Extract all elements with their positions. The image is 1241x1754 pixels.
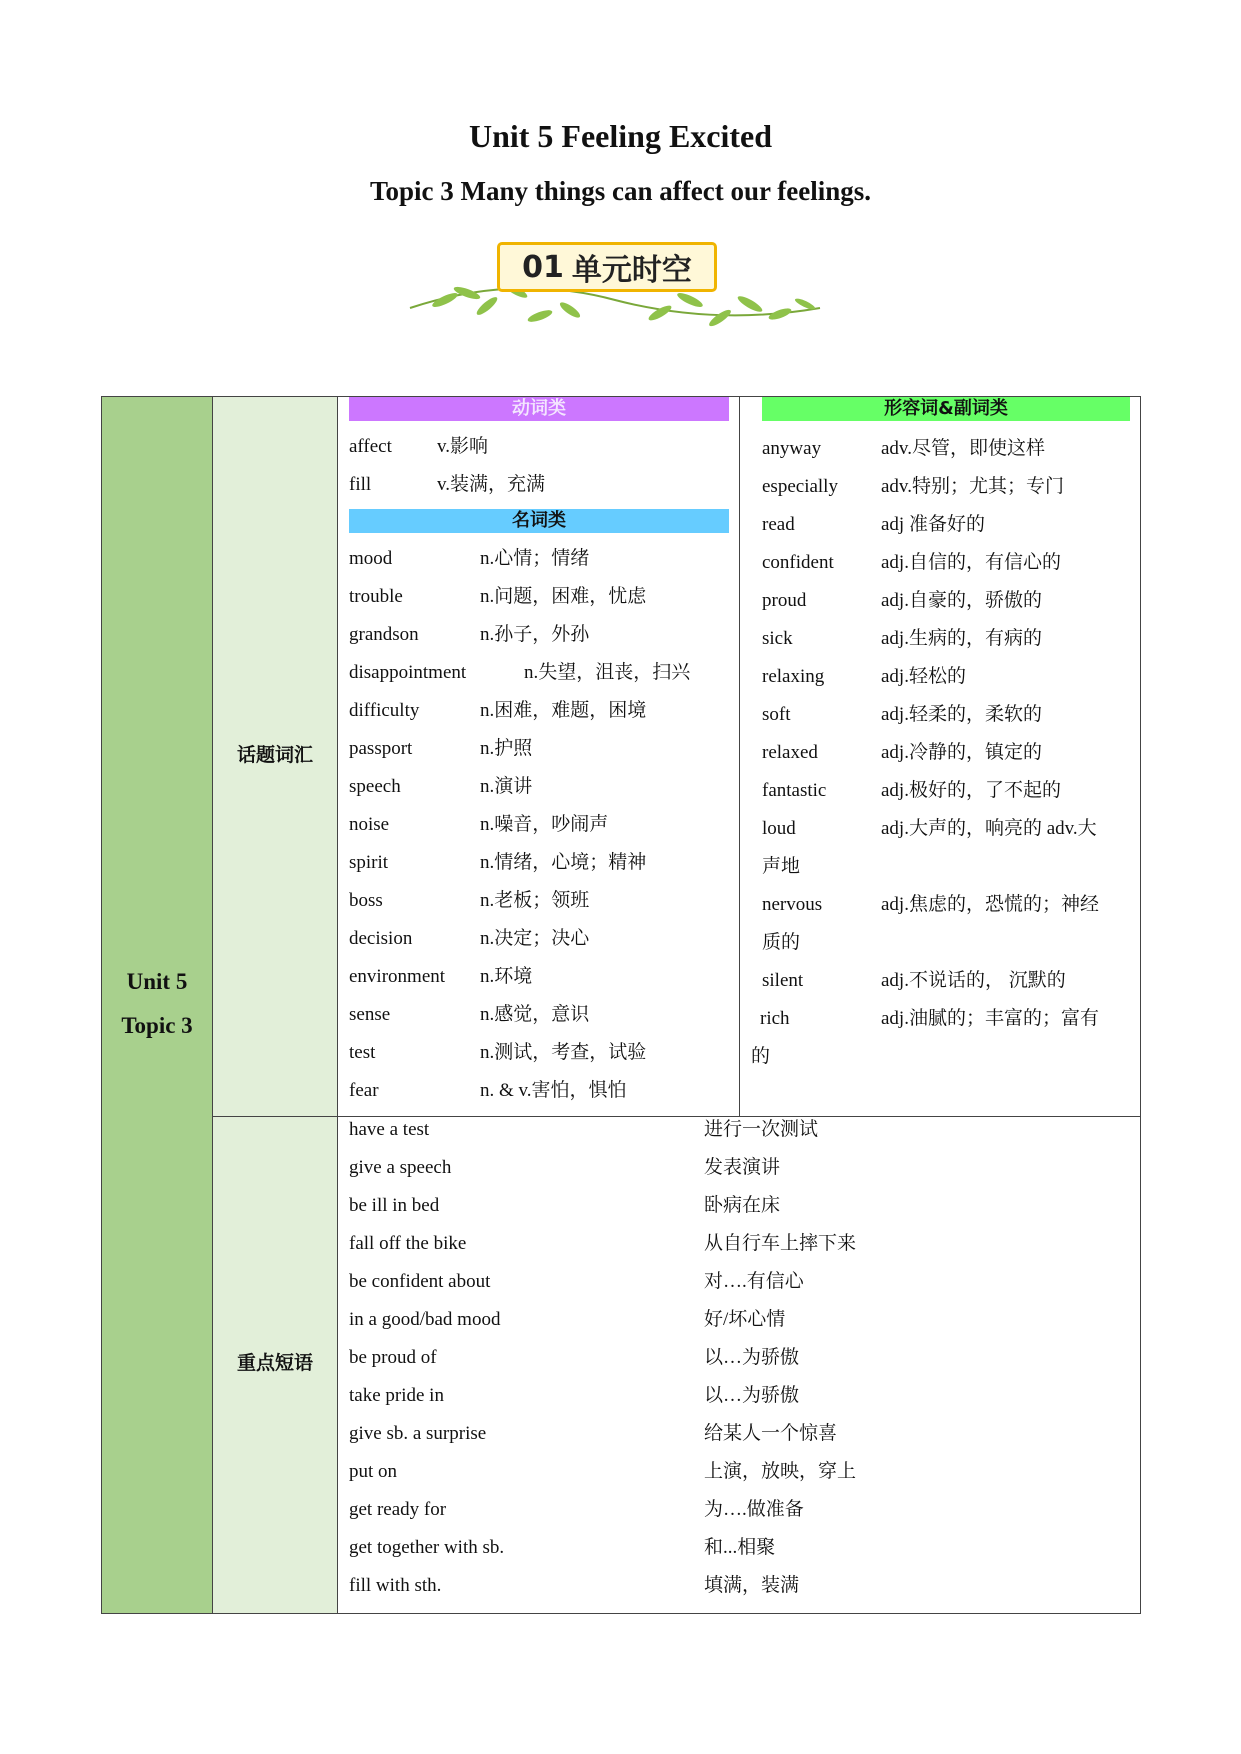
- vocab-section-label: 话题词汇: [236, 744, 313, 766]
- adj-word: relaxing: [762, 666, 825, 687]
- noun-meaning: n. & v.害怕，惧怕: [480, 1080, 627, 1101]
- adj-meaning: adj.冷静的，镇定的: [881, 742, 1042, 763]
- phrase-en: have a test: [349, 1119, 430, 1140]
- phrase-zh: 以…为骄傲: [704, 1385, 800, 1406]
- adj-meaning: adj.轻柔的，柔软的: [881, 704, 1042, 725]
- phrase-en: take pride in: [349, 1385, 444, 1406]
- phrase-en: put on: [349, 1461, 398, 1482]
- noun-meaning: n.失望，沮丧，扫兴: [524, 662, 691, 683]
- phrase-en: give sb. a surprise: [349, 1423, 487, 1444]
- noun-word: test: [349, 1042, 376, 1063]
- adj-word: fantastic: [762, 780, 827, 801]
- phrase-zh: 上演，放映，穿上: [704, 1461, 857, 1482]
- unit-label-unit: Unit 5: [126, 969, 188, 994]
- phrase-zh: 好/坏心情: [704, 1309, 786, 1330]
- adj-meaning: adv.尽管，即使这样: [881, 438, 1045, 459]
- phrase-en: get together with sb.: [349, 1537, 505, 1558]
- verb-word: affect: [349, 436, 392, 457]
- adj-word: nervous: [762, 894, 823, 915]
- page-title: Unit 5 Feeling Excited: [468, 118, 773, 154]
- adj-meaning: adj.轻松的: [881, 666, 966, 687]
- adj-word: relaxed: [762, 742, 818, 763]
- phrase-en: get ready for: [349, 1499, 447, 1520]
- adj-meaning: adj.油腻的；丰富的；富有: [881, 1008, 1099, 1029]
- adj-meaning: adj.不说话的， 沉默的: [881, 970, 1066, 991]
- noun-word: trouble: [349, 586, 403, 607]
- noun-word: grandson: [349, 624, 419, 645]
- noun-word: disappointment: [349, 662, 467, 683]
- table-middle-border: [337, 1116, 1141, 1117]
- unit-label-topic: Topic 3: [121, 1013, 193, 1038]
- verb-meaning: v.装满，充满: [437, 474, 546, 495]
- verb-meaning: v.影响: [437, 436, 489, 457]
- adj-word: soft: [762, 704, 791, 725]
- noun-word: decision: [349, 928, 413, 949]
- noun-word: speech: [349, 776, 401, 797]
- noun-word: boss: [349, 890, 383, 911]
- adj-meaning: adv.特别；尤其；专门: [881, 476, 1064, 497]
- phrase-zh: 为….做准备: [704, 1499, 804, 1520]
- noun-meaning: n.感觉，意识: [480, 1004, 590, 1025]
- noun-meaning: n.心情；情绪: [480, 548, 590, 569]
- noun-meaning: n.老板；领班: [480, 890, 590, 911]
- section-banner: [405, 238, 825, 338]
- unit-label: [101, 960, 213, 1048]
- adj-word: confident: [762, 552, 834, 573]
- noun-word: spirit: [349, 852, 389, 873]
- noun-meaning: n.困难，难题，困境: [480, 700, 647, 721]
- adj-word: silent: [762, 970, 804, 991]
- phrase-en: be proud of: [349, 1347, 437, 1368]
- adj-meaning-wrap: 的: [751, 1046, 771, 1067]
- adj-word: sick: [762, 628, 793, 649]
- adj-meaning: adj.焦虑的，恐慌的；神经: [881, 894, 1099, 915]
- adj-word: loud: [762, 818, 796, 839]
- noun-word: passport: [349, 738, 413, 759]
- phrase-zh: 发表演讲: [704, 1157, 781, 1178]
- phrase-en: be ill in bed: [349, 1195, 440, 1216]
- adj-meaning: adj.自豪的，骄傲的: [881, 590, 1042, 611]
- adj-word: rich: [760, 1008, 790, 1029]
- adj-meaning: adj.极好的，了不起的: [881, 780, 1061, 801]
- phrase-zh: 以…为骄傲: [704, 1347, 800, 1368]
- phrase-en: fill with sth.: [349, 1575, 442, 1596]
- page-subtitle: Topic 3 Many things can affect our feelings.: [369, 176, 871, 206]
- phrase-en: in a good/bad mood: [349, 1309, 501, 1330]
- verb-header: 动词类: [349, 397, 729, 421]
- verb-word: fill: [349, 474, 372, 495]
- adj-meaning: adj.自信的，有信心的: [881, 552, 1061, 573]
- noun-meaning: n.问题，困难，忧虑: [480, 586, 647, 607]
- noun-word: fear: [349, 1080, 379, 1101]
- noun-meaning: n.决定；决心: [480, 928, 590, 949]
- noun-word: difficulty: [349, 700, 420, 721]
- phrase-en: be confident about: [349, 1271, 491, 1292]
- phrase-en: give a speech: [349, 1157, 452, 1178]
- noun-meaning: n.噪音，吵闹声: [480, 814, 609, 835]
- phrase-zh: 填满，装满: [704, 1575, 800, 1596]
- adj-word: read: [762, 514, 795, 535]
- phrase-zh: 和...相聚: [704, 1537, 776, 1558]
- phrase-zh: 对….有信心: [704, 1271, 804, 1292]
- table-bottom-border: [337, 1613, 1141, 1614]
- noun-word: environment: [349, 966, 446, 987]
- adj-meaning: adj.生病的，有病的: [881, 628, 1042, 649]
- phrase-zh: 进行一次测试: [704, 1119, 819, 1140]
- noun-word: noise: [349, 814, 390, 835]
- noun-meaning: n.护照: [480, 738, 533, 759]
- noun-header: 名词类: [349, 509, 729, 533]
- noun-meaning: n.测试，考查，试验: [480, 1042, 647, 1063]
- phrase-en: fall off the bike: [349, 1233, 467, 1254]
- adj-meaning: adj.大声的，响亮的 adv.大: [881, 818, 1097, 839]
- phrase-zh: 给某人一个惊喜: [704, 1423, 838, 1444]
- noun-meaning: n.情绪，心境；精神: [480, 852, 647, 873]
- banner-number: 01: [522, 249, 564, 285]
- phrase-zh: 从自行车上摔下来: [704, 1233, 857, 1254]
- vocab-column-divider: [739, 396, 740, 1116]
- adj-word: proud: [762, 590, 807, 611]
- adj-word: anyway: [762, 438, 822, 459]
- adj-meaning: adj 准备好的: [881, 514, 985, 535]
- noun-meaning: n.环境: [480, 966, 533, 987]
- adj-word: especially: [762, 476, 838, 497]
- adj-meaning-wrap: 声地: [762, 856, 801, 877]
- noun-meaning: n.孙子，外孙: [480, 624, 590, 645]
- noun-word: mood: [349, 548, 393, 569]
- banner-label: [497, 242, 717, 292]
- adj-header: 形容词&副词类: [762, 397, 1130, 421]
- noun-word: sense: [349, 1004, 391, 1025]
- adj-meaning-wrap: 质的: [762, 932, 801, 953]
- noun-meaning: n.演讲: [480, 776, 533, 797]
- phrase-zh: 卧病在床: [704, 1195, 781, 1216]
- phrase-section-label: 重点短语: [236, 1352, 313, 1374]
- table-right-border: [1140, 396, 1141, 1614]
- banner-text: 单元时空: [571, 253, 692, 288]
